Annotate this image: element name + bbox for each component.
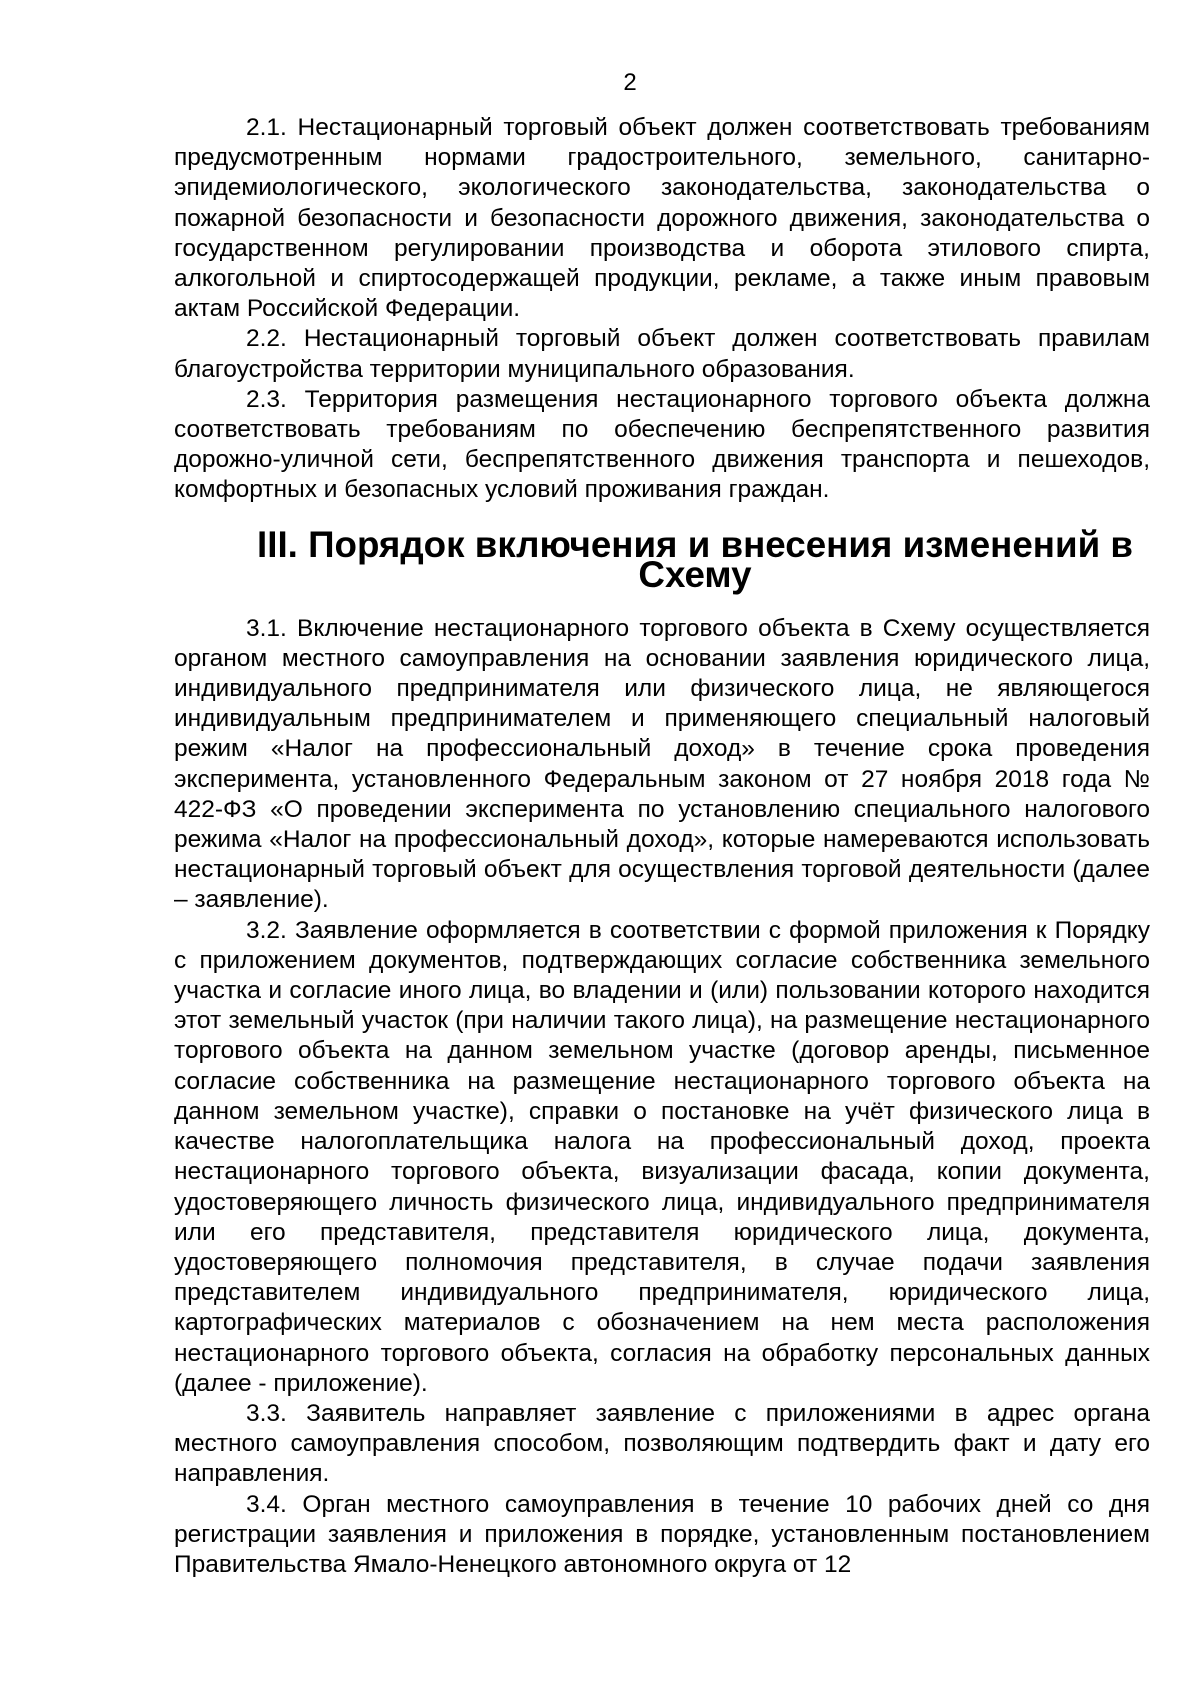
document-body <box>174 113 1150 1580</box>
paragraph-3-2: 3.2. Заявление оформляется в соответствии с формой приложения к Порядку с приложением документов, подтверждающих согласие собственника земельного участка и согласие иного лица, во владении и (или) пользовании которого находится этот земельный участок (при наличии такого лица), на размещение нестационарного торгового объекта на данном земельном участке (договор аренды, письменное согласие собственника на размещение нестационарного торгового объекта на данном земельном участке), справки о постановке на учёт физического лица в качестве налогоплательщика налога на профессиональный доход, проекта нестационарного торгового объекта, визуализации фасада, копии документа, удостоверяющего личность физического лица, индивидуального предпринимателя или его представителя, представителя юридического лица, документа, удостоверяющего полномочия представителя, в случае подачи заявления представителем индивидуального предпринимателя, юридического лица, картографических материалов с обозначением на нем места расположения нестационарного торгового объекта, согласия на обработку персональных данных (далее - приложение). <box>174 916 1150 1397</box>
page-number: 2 <box>623 69 637 96</box>
paragraph-3-4: 3.4. Орган местного самоуправления в течение 10 рабочих дней со дня регистрации заявления и приложения в порядке, установленным постановлением Правительства Ямало-Ненецкого автономного округа от 12 <box>174 1490 1150 1578</box>
paragraph-3-1: 3.1. Включение нестационарного торгового объекта в Схему осуществляется органом местного самоуправления на основании заявления юридического лица, индивидуального предпринимателя или физического лица, не являющегося индивидуальным предпринимателем и применяющего специальный налоговый режим «Налог на профессиональный доход» в течение срока проведения эксперимента, установленного Федеральным законом от 27 ноября 2018 года № 422-ФЗ «О проведении эксперимента по установлению специального налогового режима «Налог на профессиональный доход», которые намереваются использовать нестационарный торговый объект для осуществления торговой деятельности (далее – заявление). <box>174 614 1150 914</box>
paragraph-3-3: 3.3. Заявитель направляет заявление с приложениями в адрес органа местного самоуправления способом, позволяющим подтвердить факт и дату его направления. <box>174 1399 1150 1488</box>
paragraph-2-3: 2.3. Территория размещения нестационарного торгового объекта должна соответствовать требованиям по обеспечению беспрепятственного развития дорожно-уличной сети, беспрепятственного движения транспорта и пешеходов, комфортных и безопасных условий проживания граждан. <box>174 385 1150 504</box>
section-heading: III. Порядок включения и внесения изменений в Схему <box>257 523 1133 595</box>
paragraph-2-2: 2.2. Нестационарный торговый объект должен соответствовать правилам благоустройства территории муниципального образования. <box>174 325 1150 383</box>
paragraph-2-1: 2.1. Нестационарный торговый объект должен соответствовать требованиям предусмотренным нормами градостроительного, земельного, санитарно-эпидемиологического, экологического законодательства, законодательства о пожарной безопасности и безопасности дорожного движения, законодательства о государственном регулировании производства и оборота этилового спирта, алкогольной и спиртосодержащей продукции, рекламе, а также иным правовым актам Российской Федерации. <box>174 114 1150 323</box>
